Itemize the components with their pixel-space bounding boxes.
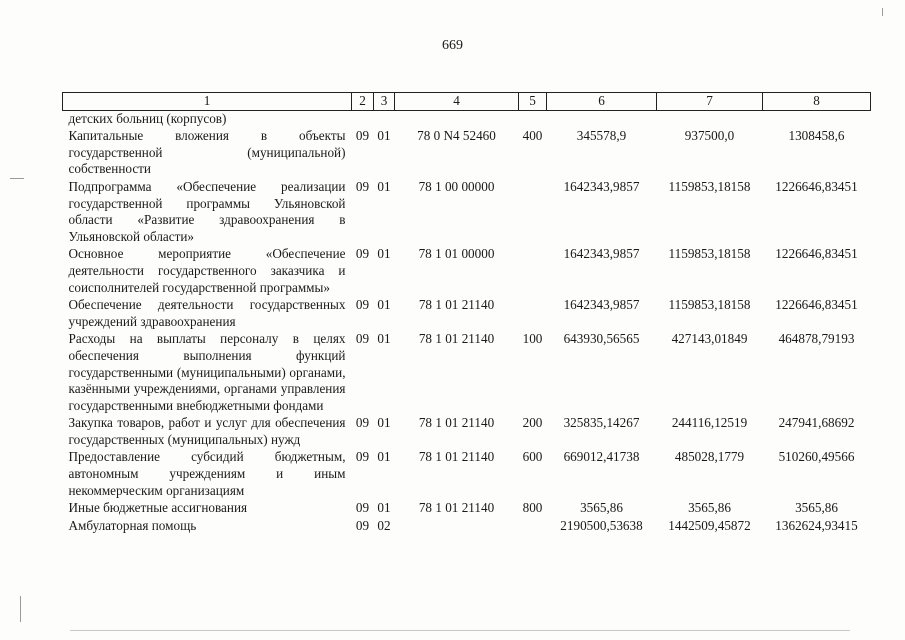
subsection-code: 01 [377,246,391,262]
row-name: Основное мероприятие «Обеспечение деятельности государственного заказчика и соисполнителей государственной программы» [68,246,346,295]
expense-type-code [519,110,547,127]
row-name: Расходы на выплаты персоналу в целях обеспечения выполнения функций государственными (муниципальными) органами, казёнными учреждениями, органами управления государственными внебюджетными фондами [68,331,346,413]
subsection-code: 02 [377,517,391,533]
column-header-8: 8 [763,93,871,111]
amount-year-3: 1362624,93415 [775,517,858,533]
section-code: 09 [355,297,370,313]
amount-year-2: 1442509,45872 [668,517,751,533]
table-row [63,414,871,448]
section-code: 09 [355,449,370,465]
section-code: 09 [355,517,370,533]
expense-type-code [519,245,547,296]
amount-year-2 [657,110,763,127]
table-row [63,517,871,535]
amount-year-2: 3565,86 [688,500,731,516]
table-body [63,110,871,534]
subsection-code: 01 [377,500,391,516]
row-name: Подпрограмма «Обеспечение реализации государственной программы Ульяновской области «Развитие здравоохранения в Ульяновской области» [68,178,346,244]
table-row [63,127,871,178]
expense-type-code [519,517,547,535]
column-header-2: 2 [352,93,374,111]
page-number: 669 [442,38,463,53]
table-row [63,448,871,499]
scan-artifact [70,630,850,631]
table-row [63,499,871,517]
subsection-code: 01 [377,178,391,194]
amount-year-3: 1226646,83451 [775,297,858,313]
amount-year-1: 3565,86 [580,500,623,516]
column-header-3: 3 [374,93,395,111]
expense-type-code: 800 [522,500,543,516]
amount-year-1: 643930,56565 [563,331,640,347]
amount-year-1: 325835,14267 [563,415,640,431]
header-row [63,93,871,111]
expense-type-code: 200 [522,415,543,431]
amount-year-1: 669012,41738 [563,449,640,465]
amount-year-2: 485028,1779 [674,449,745,465]
column-header-4: 4 [395,93,519,111]
amount-year-2: 1159853,18158 [668,246,751,262]
scan-artifact [10,178,24,179]
target-article-code: 78 1 01 21140 [418,331,495,347]
amount-year-3: 464878,79193 [778,331,855,347]
subsection-code: 01 [377,415,391,431]
section-code: 09 [355,246,370,262]
target-article-code: 78 1 01 21140 [418,449,495,465]
amount-year-2: 1159853,18158 [668,297,751,313]
target-article-code: 78 1 01 21140 [418,415,495,431]
row-name: Капитальные вложения в объекты государственной (муниципальной) собственности [68,128,346,177]
subsection-code: 01 [377,331,391,347]
amount-year-3: 3565,86 [795,500,838,516]
table-row [63,178,871,245]
amount-year-1: 345578,9 [576,128,627,144]
budget-table [62,92,871,534]
amount-year-1: 1642343,9857 [563,246,640,262]
row-name: Иные бюджетные ассигнования [68,500,248,516]
section-code: 09 [355,178,370,194]
row-name: Закупка товаров, работ и услуг для обеспечения государственных (муниципальных) нужд [68,415,346,447]
row-name: Предоставление субсидий бюджетным, автономным учреждениям и иным некоммерческим организациям [68,449,346,498]
amount-year-3: 510260,49566 [778,449,855,465]
column-header-5: 5 [519,93,547,111]
scan-artifact [882,8,883,16]
target-article-code: 78 1 01 00000 [418,246,495,262]
target-article-code: 78 1 01 21140 [418,297,495,313]
amount-year-3 [763,110,871,127]
amount-year-3: 1226646,83451 [775,178,858,194]
table-row [63,330,871,414]
column-header-7: 7 [657,93,763,111]
expense-type-code: 600 [522,449,543,465]
expense-type-code: 400 [522,128,543,144]
subsection-code [374,110,395,127]
scan-artifact [20,596,21,622]
row-name: Обеспечение деятельности государственных учреждений здравоохранения [68,297,346,329]
target-article-code: 78 0 N4 52460 [417,128,496,144]
target-article-code: 78 1 00 00000 [418,178,495,194]
amount-year-3: 247941,68692 [778,415,855,431]
expense-type-code [519,296,547,330]
target-article-code: 78 1 01 21140 [418,500,495,516]
amount-year-2: 244116,12519 [671,415,748,431]
row-name: детских больниц (корпусов) [68,110,227,126]
subsection-code: 01 [377,297,391,313]
table-row [63,296,871,330]
subsection-code: 01 [377,449,391,465]
amount-year-2: 1159853,18158 [668,178,751,194]
amount-year-1: 1642343,9857 [563,178,640,194]
table-row [63,110,871,127]
target-article-code [395,517,519,535]
table-row [63,245,871,296]
subsection-code: 01 [377,128,391,144]
amount-year-1 [547,110,657,127]
section-code [352,110,374,127]
section-code: 09 [355,500,370,516]
column-header-1: 1 [63,93,352,111]
amount-year-2: 937500,0 [684,128,735,144]
amount-year-1: 1642343,9857 [563,297,640,313]
target-article-code [395,110,519,127]
section-code: 09 [355,128,370,144]
amount-year-2: 427143,01849 [671,331,748,347]
amount-year-3: 1308458,6 [788,128,845,144]
section-code: 09 [355,331,370,347]
amount-year-3: 1226646,83451 [775,246,858,262]
row-name: Амбулаторная помощь [68,517,197,533]
column-header-6: 6 [547,93,657,111]
expense-type-code [519,178,547,245]
section-code: 09 [355,415,370,431]
amount-year-1: 2190500,53638 [560,517,643,533]
expense-type-code: 100 [522,331,543,347]
